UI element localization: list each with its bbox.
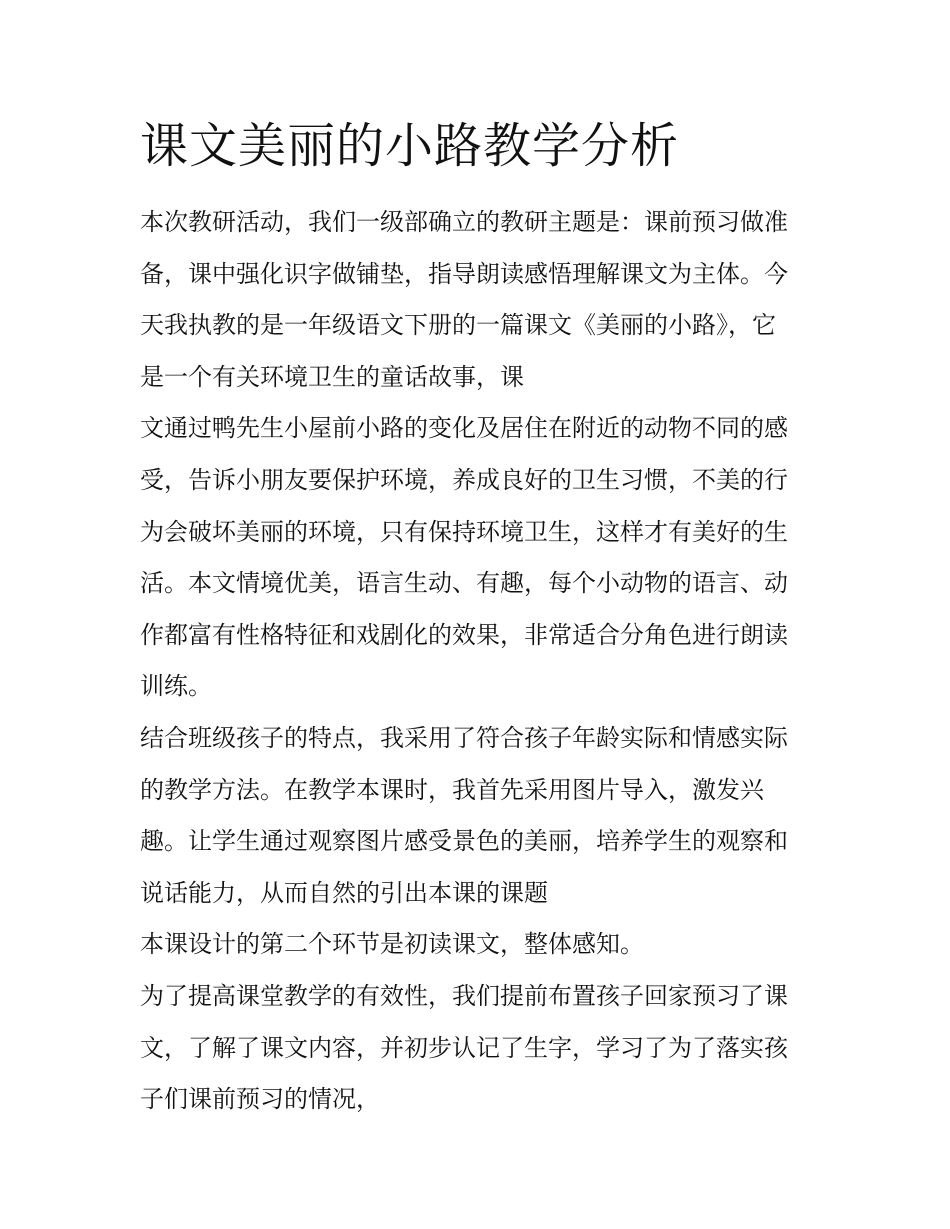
text-line: 活。本文情境优美，语言生动、有趣，每个小动物的语言、动 (140, 569, 788, 598)
text-line: 的教学方法。在教学本课时，我首先采用图片导入，激发兴 (140, 775, 764, 804)
document-body (140, 197, 830, 1126)
text-line: 子们课前预习的情况， (140, 1085, 380, 1114)
text-line: 是一个有关环境卫生的童话故事，课 (140, 362, 524, 391)
text-line: 文，了解了课文内容，并初步认记了生字，学习了为了落实孩 (140, 1033, 788, 1062)
text-line: 为会破坏美丽的环境，只有保持环境卫生，这样才有美好的生 (140, 517, 788, 546)
text-line: 说话能力，从而自然的引出本课的课题 (140, 878, 548, 907)
text-line: 备，课中强化识字做铺垫，指导朗读感悟理解课文为主体。今 (140, 259, 788, 288)
text-line: 天我执教的是一年级语文下册的一篇课文《美丽的小路》，它 (140, 311, 776, 340)
text-line: 趣。让学生通过观察图片感受景色的美丽，培养学生的观察和 (140, 827, 788, 856)
text-line: 文通过鸭先生小屋前小路的变化及居住在附近的动物不同的感 (140, 414, 788, 443)
text-line: 作都富有性格特征和戏剧化的效果，非常适合分角色进行朗读 (140, 620, 788, 649)
text-line: 本次教研活动，我们一级部确立的教研主题是：课前预习做准 (140, 208, 788, 236)
text-line: 受，告诉小朋友要保护环境，养成良好的卫生习惯，不美的行 (140, 465, 788, 494)
text-line: 为了提高课堂教学的有效性，我们提前布置孩子回家预习了课 (140, 981, 788, 1010)
text-line: 本课设计的第二个环节是初读课文，整体感知。 (140, 930, 644, 959)
text-line: 训练。 (140, 672, 212, 701)
document-title: 课文美丽的小路教学分析 (140, 118, 680, 174)
text-line: 结合班级孩子的特点，我采用了符合孩子年龄实际和情感实际 (140, 723, 788, 752)
